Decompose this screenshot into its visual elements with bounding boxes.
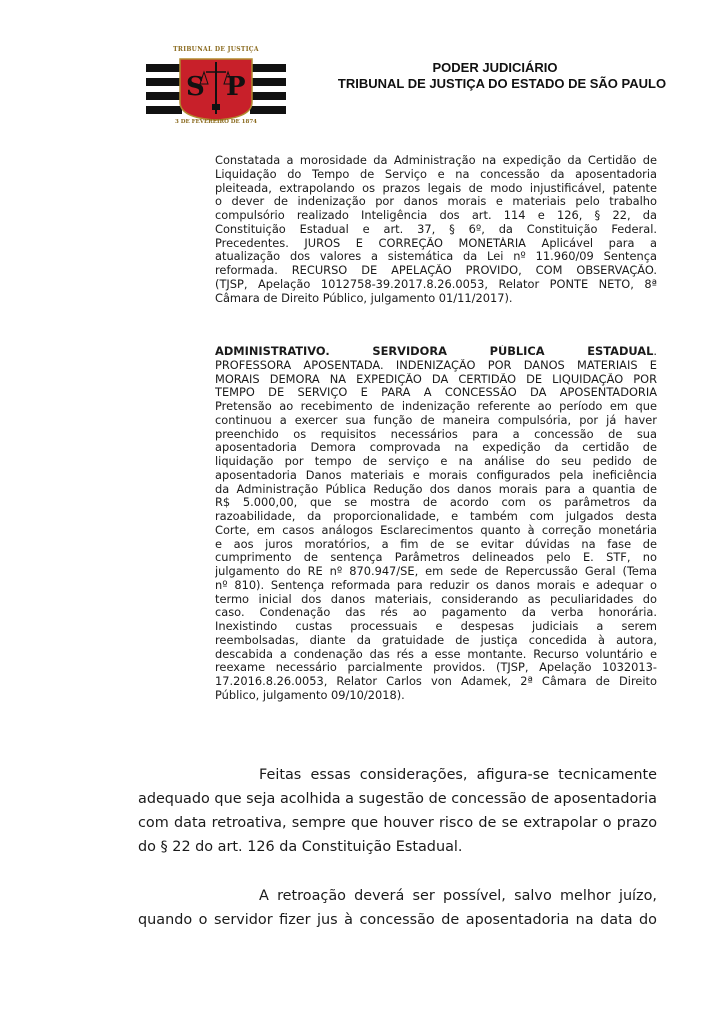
citation-line: Pretensão ao recebimento de indenização referente ao período em que [215, 400, 657, 413]
citation-line: liquidação por tempo de serviço e na análise do seu pedido de [215, 455, 657, 468]
paragraph-line: A retroação deverá ser possível, salvo melhor juízo, [259, 888, 657, 904]
logo-top-text: TRIBUNAL DE JUSTIÇA [173, 46, 259, 53]
citation-line: aposentadoria Danos materiais e morais configurados pela ineficiência [215, 468, 657, 482]
citation-line: pleiteada, extrapolando os prazos legais de modo injustificável, patente [215, 181, 657, 195]
logo-letter-s: S [186, 72, 205, 102]
citation-line: o dever de indenização por danos morais e materiais pelo trabalho [215, 195, 657, 209]
paragraph-line: quando o servidor fizer jus à concessão de aposentadoria na data do [138, 912, 657, 928]
body-paragraph-1 [138, 763, 657, 859]
citation-line: continuou a exercer sua função de maneira compulsória, por já haver [215, 413, 657, 427]
citation-line: caso. Condenação das rés ao pagamento da verba honorária. [215, 606, 657, 620]
body-paragraph-2 [138, 884, 657, 932]
citation-line: da Administração Pública Redução dos danos morais para a quantia de [215, 482, 657, 496]
citation-line: PROFESSORA APOSENTADA. INDENIZAÇÃO POR DANOS MATERIAIS E [215, 358, 657, 372]
citation-line: e aos juros moratórios, a fim de se evitar dúvidas na fase de [215, 537, 657, 551]
paragraph-line: com data retroativa, sempre que houver risco de se extrapolar o prazo [138, 815, 657, 831]
citation-line: Constituição Estadual e art. 37, § 6º, da Constituição Federal. [215, 222, 657, 236]
citation-line: Constatada a morosidade da Administração na expedição da Certidão de [215, 154, 657, 167]
paragraph-line: adequado que seja acolhida a sugestão de concessão de aposentadoria [138, 791, 657, 807]
logo-stripe [146, 78, 182, 86]
citation-line: Liquidação do Tempo de Serviço e na concessão da aposentadoria [215, 167, 657, 181]
citation-line: reexame necessário parcialmente providos. (TJSP, Apelação 1032013- [215, 661, 657, 675]
logo-stripe [146, 106, 182, 114]
citation-line: (TJSP, Apelação 1012758-39.2017.8.26.0053, Relator PONTE NETO, 8ª [215, 277, 657, 291]
logo-stripe [250, 64, 286, 72]
logo-bottom-text: 3 DE FEVEREIRO DE 1874 [175, 119, 257, 125]
paragraph-line: do § 22 do art. 126 da Constituição Estadual. [138, 839, 463, 855]
citation-line: reembolsadas, diante da gratuidade de justiça concedida à autora, [215, 633, 657, 647]
citation-line: Inexistindo custas processuais e despesas judiciais a serem [215, 620, 657, 633]
citation-line: termo inicial dos danos materiais, considerando as peculiaridades do [215, 592, 657, 606]
citation-line: Precedentes. JUROS E CORREÇÃO MONETÁRIA Aplicável para a [215, 236, 657, 250]
citation-line: reformada. RECURSO DE APELAÇÃO PROVIDO, COM OBSERVAÇÃO. [215, 264, 657, 277]
citation-line: preenchido os requisitos necessários para a concessão de sua [215, 427, 657, 441]
logo-letter-p: P [226, 72, 246, 102]
citation-line: compulsório realizado Inteligência dos art. 114 e 126, § 22, da [215, 209, 657, 222]
citation-line: R$ 5.000,00, que se mostra de acordo com os parâmetros da [215, 496, 657, 510]
citation-block-2 [215, 345, 657, 703]
tjsp-logo [146, 44, 286, 126]
citation-line: TEMPO DE SERVIÇO E PARA A CONCESSÃO DA APOSENTADORIA [215, 386, 657, 400]
logo-stripe [146, 92, 182, 100]
citation-line: aposentadoria Demora comprovada na expedição da certidão de [215, 441, 657, 455]
citation-line: razoabilidade, da proporcionalidade, e também com julgados desta [215, 510, 657, 523]
citation-heading-tail: . [653, 345, 657, 358]
citation-line: Público, julgamento 09/10/2018). [215, 688, 405, 702]
logo-stripe [250, 92, 286, 100]
citation-line: atualização dos valores a sistemática da Lei nº 11.960/09 Sentença [215, 250, 657, 264]
paragraph-line: Feitas essas considerações, afigura-se tecnicamente [259, 767, 657, 783]
logo-stripe [250, 106, 286, 114]
header-line-1: PODER JUDICIÁRIO [432, 60, 558, 75]
citation-line: Câmara de Direito Público, julgamento 01/11/2017). [215, 291, 513, 305]
citation-heading [215, 345, 657, 359]
citation-line: nº 810). Sentença reformada para reduzir os danos morais e adequar o [215, 578, 657, 592]
logo-stripe [250, 78, 286, 86]
header-line-2: TRIBUNAL DE JUSTIÇA DO ESTADO DE SÃO PAULO [337, 76, 667, 91]
citation-block-1 [215, 154, 657, 305]
citation-line: julgamento do RE nº 870.947/SE, em sede de Repercussão Geral (Tema [215, 565, 657, 578]
citation-line: Corte, em casos análogos Esclarecimentos quanto à correção monetária [215, 523, 657, 537]
logo-stripe [146, 64, 182, 72]
citation-line: 17.2016.8.26.0053, Relator Carlos von Adamek, 2ª Câmara de Direito [215, 675, 657, 688]
citation-line: MORAIS DEMORA NA EXPEDIÇÃO DA CERTIDÃO DE LIQUIDAÇÃO POR [215, 372, 657, 386]
citation-heading-bold: ADMINISTRATIVO. SERVIDORA PÚBLICA ESTADUAL [215, 345, 654, 358]
citation-line: descabida a condenação das rés a esse montante. Recurso voluntário e [215, 647, 657, 661]
citation-line: cumprimento de sentença Parâmetros delineados pelo E. STF, no [215, 551, 657, 565]
